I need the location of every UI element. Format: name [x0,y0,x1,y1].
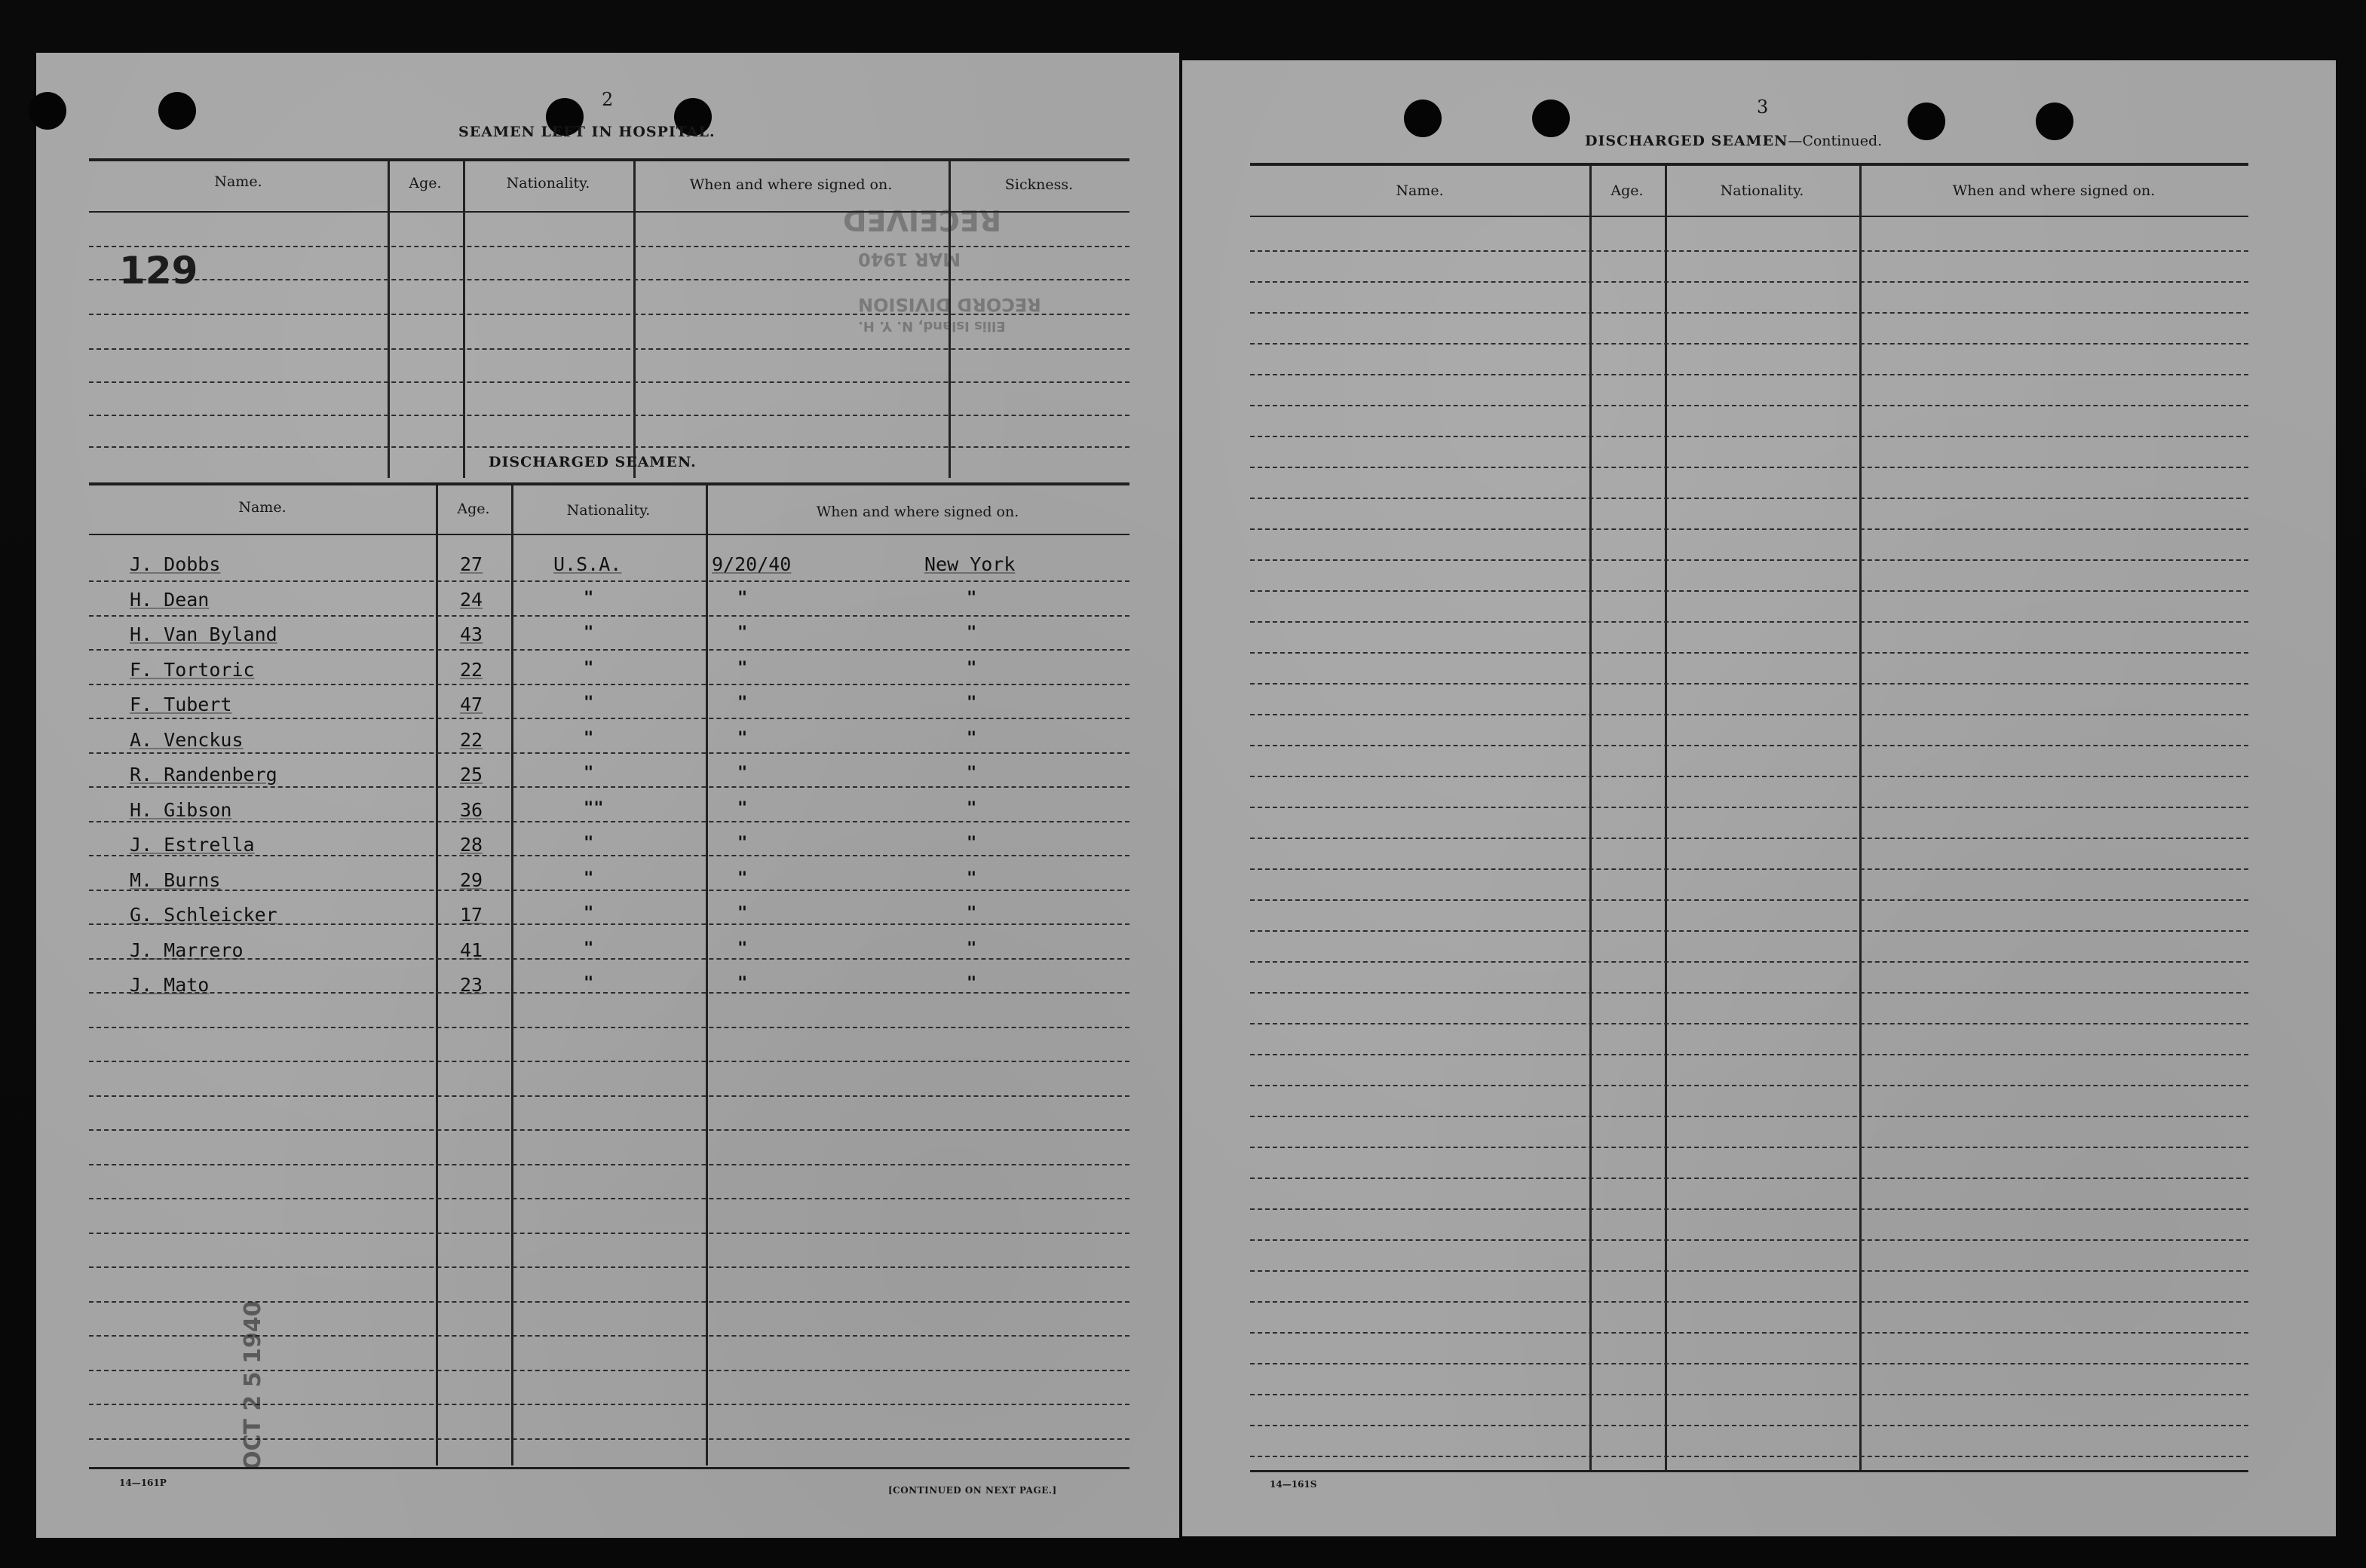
row-line [89,718,1129,719]
discharged-date: " [737,904,748,923]
discharged-date: " [737,728,748,748]
discharged-name: F. Tubert [130,694,232,715]
row-line [1250,868,2248,870]
discharged-name: J. Dobbs [130,553,221,575]
continued-note: [CONTINUED ON NEXT PAGE.] [888,1485,1057,1496]
discharged-name: J. Mato [130,974,210,996]
discharged-name: M. Burns [130,868,221,891]
received-stamp-line: MAR 1940 [858,249,961,270]
discharged-date: " [737,974,748,993]
row-line [1250,374,2248,375]
row-line [89,279,1129,280]
column-divider [633,161,636,478]
continued-title-suffix: —Continued. [1788,133,1883,149]
row-line [1250,343,2248,345]
discharged-place: " [967,974,977,993]
continued-col-name: Name. [1396,182,1444,199]
discharged-date: " [737,694,748,712]
row-line [89,615,1129,617]
discharged-name: J. Marrero [130,939,244,961]
discharged-name: J. Estrella [130,834,255,856]
discharged-age: 36 [460,798,483,821]
row-line [89,786,1129,788]
punch-hole [1532,100,1570,137]
hospital-col-signed-on: When and where signed on. [689,176,893,193]
column-divider [511,485,513,1465]
discharged-col-name: Name. [238,499,287,516]
column-divider [1589,166,1592,1470]
row-line [89,1061,1129,1062]
row-line [1250,436,2248,437]
discharged-name: F. Tortoric [130,658,255,681]
discharged-place: New York [924,553,1016,575]
row-line [1250,312,2248,314]
row-line [1250,1147,2248,1148]
row-line [1250,250,2248,252]
row-line [1250,1085,2248,1086]
discharged-place: " [967,904,977,923]
discharged-nationality: " [584,623,594,642]
row-line [1250,281,2248,283]
table-rule [1250,1470,2248,1472]
discharged-col-nationality: Nationality. [566,502,651,519]
date-stamp: OCT 2 5 1940 [240,1300,266,1470]
column-divider [1859,166,1862,1470]
page-number: 3 [1757,96,1769,118]
row-line [89,1233,1129,1234]
row-line [1250,1023,2248,1024]
row-line [1250,1363,2248,1364]
table-rule [1250,163,2248,166]
row-line [1250,776,2248,777]
table-rule [89,482,1129,485]
row-line [1250,1270,2248,1272]
row-line [89,446,1129,448]
discharged-age: 17 [460,904,483,926]
discharged-col-signed-on: When and where signed on. [816,504,1019,520]
discharged-place: " [967,728,977,748]
row-line [1250,1239,2248,1241]
row-line [1250,714,2248,715]
form-number: 14—161P [119,1478,167,1488]
handwritten-number: 129 [119,249,198,292]
form-number: 14—161S [1270,1479,1317,1490]
discharged-date: " [737,588,748,608]
row-line [89,1027,1129,1028]
discharged-name: H. Van Byland [130,623,277,645]
discharged-name: R. Randenberg [130,764,277,786]
row-line [89,649,1129,651]
discharged-place: " [967,588,977,608]
received-stamp-line: RECORD DIVISION [858,294,1041,315]
discharged-place: " [967,939,977,958]
row-line [89,1129,1129,1131]
punch-hole [1908,103,1945,140]
discharged-date: " [737,764,748,782]
hospital-col-age: Age. [409,175,442,191]
discharged-nationality: " [584,834,594,853]
table-rule [1250,216,2248,217]
row-line [1250,992,2248,994]
discharged-date: " [737,798,748,818]
discharged-date: " [737,623,748,642]
page-number: 2 [602,89,614,110]
discharged-age: 25 [460,764,483,786]
row-line [89,855,1129,856]
discharged-age: 47 [460,694,483,715]
discharged-nationality: " [584,868,594,888]
discharged-age: 28 [460,834,483,856]
row-line [1250,899,2248,901]
punch-hole [29,92,66,130]
row-line [1250,1332,2248,1334]
row-line [1250,1425,2248,1426]
column-divider [706,485,708,1465]
discharged-date: 9/20/40 [712,553,792,575]
row-line [1250,1178,2248,1179]
column-divider [463,161,465,478]
discharged-place: " [967,798,977,818]
discharged-date: " [737,868,748,888]
discharged-nationality: " [584,694,594,712]
row-line [1250,1394,2248,1395]
punch-hole [1404,100,1442,137]
hospital-col-nationality: Nationality. [506,175,590,191]
discharged-age: 22 [460,728,483,751]
discharged-place: " [967,623,977,642]
discharged-nationality: " [584,764,594,782]
discharged-age: 43 [460,623,483,645]
row-line [1250,1116,2248,1117]
row-line [89,684,1129,685]
row-line [89,246,1129,247]
discharged-name: H. Dean [130,588,210,611]
received-stamp-line: Ellis Island, N. Y. H. [858,318,1006,334]
discharged-place: " [967,694,977,712]
row-line [1250,807,2248,808]
row-line [89,1095,1129,1097]
row-line [1250,838,2248,839]
discharged-date: " [737,658,748,678]
column-divider [436,485,438,1465]
hospital-col-sickness: Sickness. [1004,176,1074,193]
discharged-age: 27 [460,553,483,575]
discharged-nationality: " [584,728,594,748]
column-divider [1665,166,1667,1470]
discharged-age: 29 [460,868,483,891]
discharged-date: " [737,939,748,958]
row-line [1250,1054,2248,1055]
discharged-nationality: U.S.A. [553,553,622,575]
row-line [1250,683,2248,684]
row-line [89,348,1129,350]
row-line [89,890,1129,891]
punch-hole [158,92,196,130]
row-line [1250,930,2248,932]
discharged-col-age: Age. [457,501,490,517]
discharged-nationality: " [584,658,594,678]
table-rule [89,158,1129,161]
hospital-section-title: SEAMEN LEFT IN HOSPITAL. [458,124,716,140]
row-line [89,992,1129,994]
row-line [89,381,1129,383]
row-line [89,1266,1129,1268]
hospital-col-name: Name. [214,173,262,190]
discharged-place: " [967,868,977,888]
discharged-name: G. Schleicker [130,904,277,926]
row-line [1250,498,2248,499]
row-line [1250,467,2248,468]
discharged-place: " [967,764,977,782]
discharged-nationality: " [584,939,594,958]
row-line [1250,1301,2248,1303]
discharged-date: " [737,834,748,853]
row-line [89,752,1129,754]
row-line [1250,652,2248,654]
discharged-section-title: DISCHARGED SEAMEN. [489,454,697,470]
row-line [1250,961,2248,963]
row-line [1250,1456,2248,1457]
continued-title-main: DISCHARGED SEAMEN [1585,133,1788,149]
row-line [89,1198,1129,1199]
discharged-nationality: "" [584,798,604,818]
row-line [1250,621,2248,623]
discharged-nationality: " [584,974,594,993]
punch-hole [2036,103,2073,140]
row-line [1250,590,2248,592]
discharged-place: " [967,658,977,678]
discharged-nationality: " [584,588,594,608]
row-line [89,1164,1129,1165]
discharged-nationality: " [584,904,594,923]
discharged-place: " [967,834,977,853]
continued-section-title [1585,133,1882,149]
row-line [1250,1208,2248,1210]
row-line [1250,745,2248,746]
row-line [89,415,1129,416]
discharged-name: A. Venckus [130,728,244,751]
continued-col-age: Age. [1611,182,1644,199]
discharged-age: 22 [460,658,483,681]
continued-col-nationality: Nationality. [1720,182,1804,199]
row-line [1250,528,2248,530]
discharged-age: 41 [460,939,483,961]
discharged-name: H. Gibson [130,798,232,821]
received-stamp: RECEIVED [843,204,1002,237]
row-line [1250,405,2248,406]
row-line [89,821,1129,822]
discharged-age: 24 [460,588,483,611]
table-rule [89,534,1129,535]
row-line [89,580,1129,582]
column-divider [388,161,390,478]
continued-col-signed-on: When and where signed on. [1952,182,2156,199]
row-line [1250,559,2248,561]
row-line [89,923,1129,925]
right-page [1182,60,2336,1536]
discharged-age: 23 [460,974,483,996]
row-line [89,958,1129,960]
left-page [36,53,1179,1538]
